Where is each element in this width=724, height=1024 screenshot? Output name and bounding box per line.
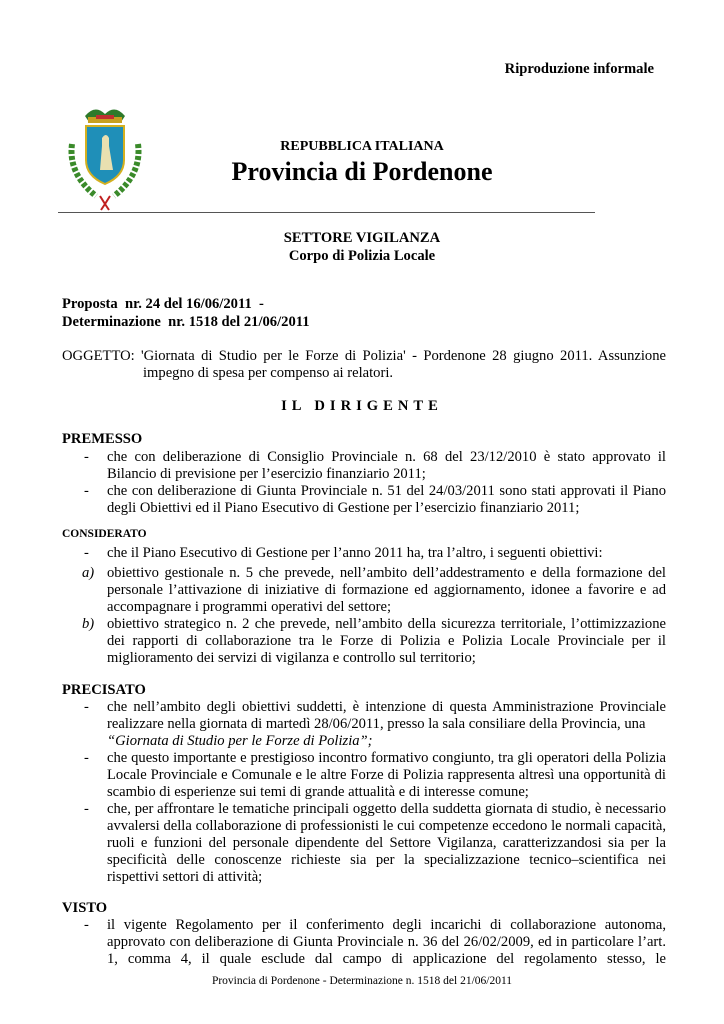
page-footer: Provincia di Pordenone - Determinazione n. 1518 del 21/06/2011 <box>211 975 513 987</box>
considerato-item: obiettivo strategico n. 2 che prevede, nell’ambito della sicurezza territoriale, l’ottimizzazione dei rapporti di collaborazione tra le Forze di Polizia e Polizia Locale Provinciale per il miglioramento dei servizi di vigilanza e controllo sul territorio; <box>107 616 666 666</box>
province-title: Provincia di Pordenone <box>231 157 493 186</box>
premesso-item: che con deliberazione di Giunta Provinciale n. 51 del 24/03/2011 sono stati approvati il Piano degli Obiettivi ed il Piano Esecutivo di Gestione per l’esercizio finanziario 2011; <box>107 483 666 516</box>
visto-heading: VISTO <box>62 900 108 916</box>
event-name: “Giornata di Studio per le Forze di Polizia”; <box>107 733 373 749</box>
considerato-heading: CONSIDERATO <box>62 528 147 540</box>
subject-label: OGGETTO: <box>62 348 135 364</box>
bullet-dash: - <box>84 545 89 561</box>
section-title: IL DIRIGENTE <box>281 398 443 414</box>
sector-corp: Corpo di Polizia Locale <box>288 248 436 264</box>
determination-ref: Determinazione nr. 1518 del 21/06/2011 <box>62 314 310 330</box>
precisato-item: che, per affrontare le tematiche principali oggetto della suddetta giornata di studio, è necessario avvalersi della collaborazione di professionisti le cui competenze eccedono le normali capacità, ruoli e funzioni del personale dipendente del Settore Vigilanza, caratterizzandosi sia per la specificità delle conoscenze richieste sia per la specializzazione tecnico–scientifica nei rispettivi settori di attività; <box>107 801 666 885</box>
sector-name: SETTORE VIGILANZA <box>283 230 441 246</box>
bullet-dash: - <box>84 699 89 715</box>
bullet-dash: - <box>84 449 89 465</box>
considerato-item: obiettivo gestionale n. 5 che prevede, nell’ambito dell’addestramento e della formazione del personale l’attivazione di iniziative di formazione ed aggiornamento, idonee a favorire e ad accompagnare i programmi operativi del settore; <box>107 565 666 615</box>
considerato-intro: che il Piano Esecutivo di Gestione per l’anno 2011 ha, tra l’altro, i seguenti obiettivi: <box>107 545 603 561</box>
premesso-item: che con deliberazione di Consiglio Provinciale n. 68 del 23/12/2010 è stato approvato il Bilancio di previsione per l’esercizio finanziario 2011; <box>107 449 666 482</box>
republic-heading: REPUBBLICA ITALIANA <box>280 139 444 154</box>
bullet-dash: - <box>84 483 89 499</box>
header-divider <box>58 212 595 213</box>
premesso-heading: PREMESSO <box>62 431 143 447</box>
subject-text: 'Giornata di Studio per le Forze di Polizia' - Pordenone 28 giugno 2011. Assunzione impegno di spesa per compenso ai relatori. <box>141 348 666 381</box>
bullet-dash: - <box>84 801 89 817</box>
precisato-item: che nell’ambito degli obiettivi suddetti, è intenzione di questa Amministrazione Provinciale realizzare nella giornata di martedì 28/06/2011, presso la sala consiliare della Provincia, una <box>107 699 666 732</box>
visto-item: il vigente Regolamento per il conferimento degli incarichi di collaborazione autonoma, approvato con deliberazione di Giunta Provinciale n. 36 del 26/02/2009, ed in particolare l’art. 1, comma 4, il quale esclude dal campo di applicazione del regolamento stesso, le <box>107 917 666 967</box>
item-label: b) <box>82 616 95 632</box>
bullet-dash: - <box>84 917 89 933</box>
item-label: a) <box>82 565 95 581</box>
informal-copy-note: Riproduzione informale <box>504 61 654 77</box>
precisato-heading: PRECISATO <box>62 682 146 698</box>
proposal-ref: Proposta nr. 24 del 16/06/2011 - <box>62 296 264 312</box>
bullet-dash: - <box>84 750 89 766</box>
precisato-item: che questo importante e prestigioso incontro formativo congiunto, tra gli operatori della Polizia Locale Provinciale e Comunale e le altre Forze di Polizia rappresenta altresì una opportunità di scambio di esperienze sui temi di grande attualità e di interesse comune; <box>107 750 666 800</box>
